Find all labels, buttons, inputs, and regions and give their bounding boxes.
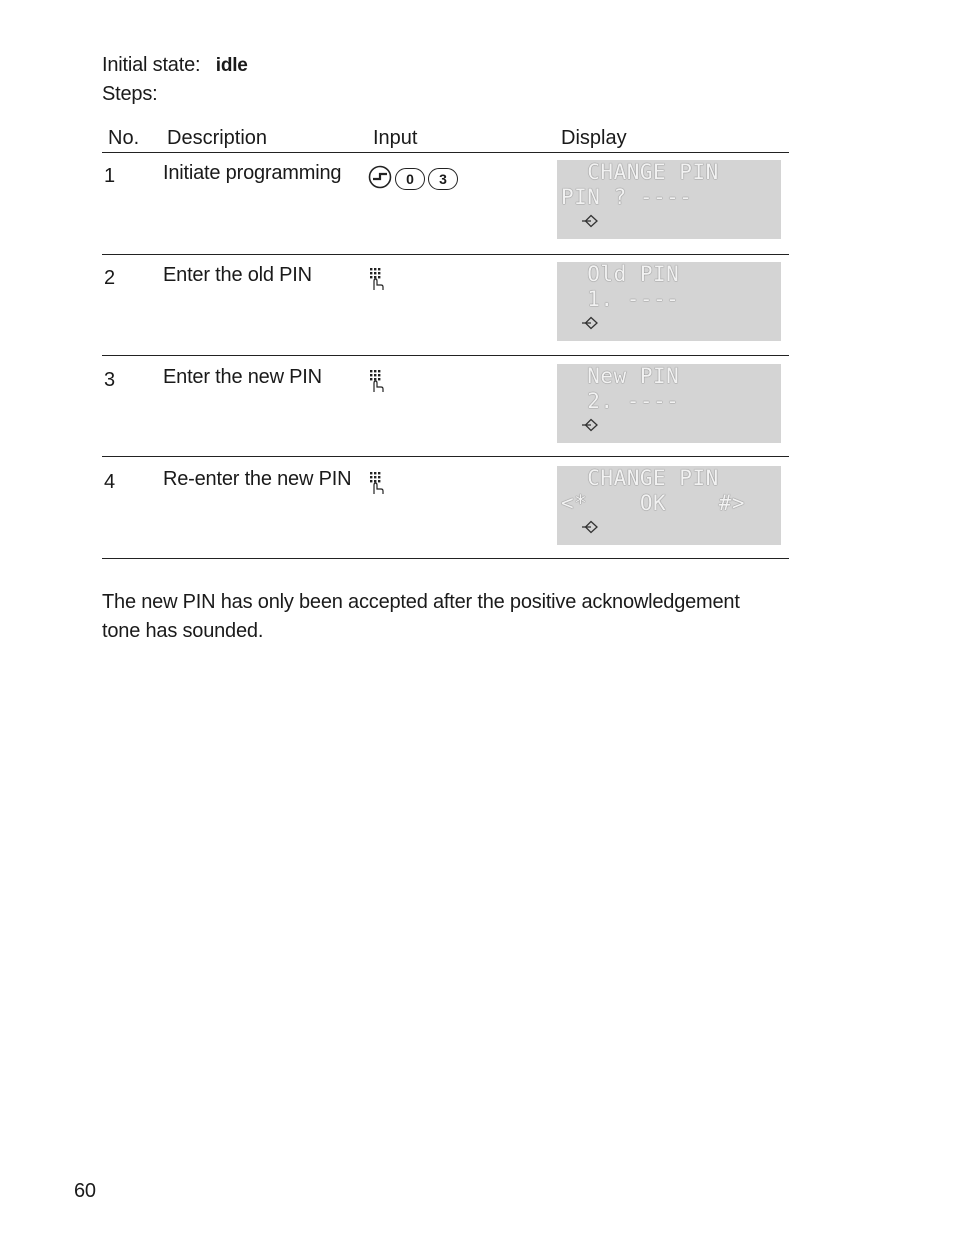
header-no: No. (108, 127, 140, 149)
ok-arrow-icon (581, 316, 603, 335)
row-divider (102, 456, 789, 457)
header-display: Display (561, 127, 627, 149)
note-paragraph: The new PIN has only been accepted after the positive acknowledgement tone has sounded. (102, 591, 740, 642)
lcd-display (557, 262, 781, 341)
step-input (368, 470, 386, 500)
row-divider (102, 254, 789, 255)
lcd-line-2: 1. ---- (561, 287, 680, 311)
table-row (102, 460, 789, 561)
lcd-display (557, 160, 781, 239)
row-divider (102, 355, 789, 356)
keypad-entry-icon (368, 266, 386, 297)
table-bottom-rule (102, 558, 789, 559)
lcd-line-1: CHANGE PIN (561, 466, 719, 490)
table-header-rule (102, 152, 789, 153)
keypad-entry-icon (368, 470, 386, 501)
steps-label: Steps: (102, 83, 158, 105)
step-description: Re-enter the new PIN (163, 468, 352, 490)
step-number: 2 (104, 267, 115, 289)
table-row (102, 256, 789, 357)
lcd-line-1: Old PIN (561, 262, 680, 286)
ok-arrow-icon (581, 520, 603, 539)
lcd-display (557, 364, 781, 443)
initial-state-label: Initial state: (102, 54, 201, 76)
step-number: 1 (104, 165, 115, 187)
lcd-line-2: 2. ---- (561, 389, 680, 413)
lcd-line-2: PIN ? ---- (561, 185, 693, 209)
table-row (102, 358, 789, 459)
initial-state-value: idle (215, 55, 248, 76)
header-input: Input (373, 127, 418, 149)
step-description: Enter the new PIN (163, 366, 322, 388)
ok-arrow-icon (581, 418, 603, 437)
step-input (368, 164, 458, 194)
step-description: Initiate programming (163, 162, 342, 184)
step-input (368, 266, 386, 296)
page-number: 60 (74, 1180, 96, 1202)
lcd-display (557, 466, 781, 545)
step-number: 4 (104, 471, 115, 493)
key-0-icon: 0 (395, 168, 425, 190)
step-description: Enter the old PIN (163, 264, 312, 286)
initial-state-line (102, 51, 248, 80)
lcd-line-1: CHANGE PIN (561, 160, 719, 184)
step-input (368, 368, 386, 398)
handset-lift-key-icon (368, 165, 392, 194)
lcd-line-2: <* OK #> (561, 491, 746, 515)
ok-arrow-icon (581, 214, 603, 233)
header-description: Description (167, 127, 268, 149)
key-3-icon: 3 (428, 168, 458, 190)
table-row (102, 154, 789, 255)
step-number: 3 (104, 369, 115, 391)
keypad-entry-icon (368, 368, 386, 399)
lcd-line-1: New PIN (561, 364, 680, 388)
